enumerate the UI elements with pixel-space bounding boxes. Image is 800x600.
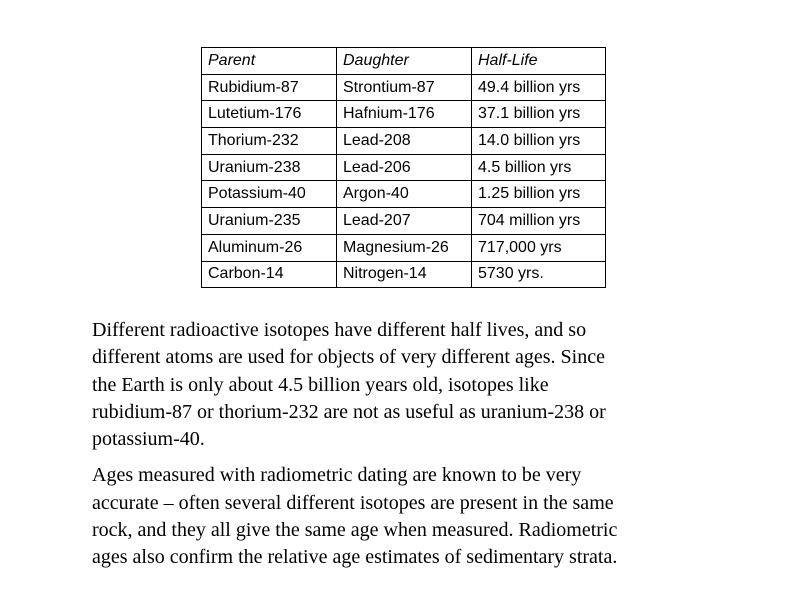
- table-header-row: [202, 48, 606, 75]
- body-text: [92, 317, 752, 572]
- text-line: potassium-40.: [92, 428, 205, 451]
- parent-cell: Potassium-40: [202, 181, 337, 208]
- parent-cell: Rubidium-87: [202, 74, 337, 101]
- text-line: the Earth is only about 4.5 billion years old, isotopes like: [92, 373, 549, 396]
- table-row: [202, 181, 606, 208]
- half-life-cell: 14.0 billion yrs: [472, 128, 606, 155]
- daughter-cell: Hafnium-176: [337, 101, 472, 128]
- isotope-half-life-table: [201, 47, 606, 288]
- table-row: [202, 101, 606, 128]
- half-life-cell: 5730 yrs.: [472, 261, 606, 288]
- text-line: rock, and they all give the same age when measured. Radiometric: [92, 519, 618, 542]
- paragraph-radiometric-accuracy: [92, 462, 752, 571]
- text-line: accurate – often several different isotopes are present in the same: [92, 491, 614, 514]
- table-row: [202, 234, 606, 261]
- table-row: [202, 74, 606, 101]
- daughter-cell: Argon-40: [337, 181, 472, 208]
- daughter-cell: Nitrogen-14: [337, 261, 472, 288]
- table-row: [202, 128, 606, 155]
- table-row: [202, 154, 606, 181]
- parent-cell: Uranium-238: [202, 154, 337, 181]
- text-line: rubidium-87 or thorium-232 are not as useful as uranium-238 or: [92, 400, 606, 423]
- paragraph-isotope-ages: [92, 317, 752, 453]
- parent-cell: Carbon-14: [202, 261, 337, 288]
- parent-cell: Thorium-232: [202, 128, 337, 155]
- header-parent: Parent: [202, 48, 337, 75]
- daughter-cell: Magnesium-26: [337, 234, 472, 261]
- parent-cell: Lutetium-176: [202, 101, 337, 128]
- half-life-cell: 717,000 yrs: [472, 234, 606, 261]
- half-life-cell: 704 million yrs: [472, 208, 606, 235]
- daughter-cell: Lead-208: [337, 128, 472, 155]
- text-line: ages also confirm the relative age estimates of sedimentary strata.: [92, 546, 618, 569]
- header-daughter: Daughter: [337, 48, 472, 75]
- daughter-cell: Lead-206: [337, 154, 472, 181]
- text-line: Different radioactive isotopes have different half lives, and so: [92, 319, 587, 341]
- text-line: different atoms are used for objects of very different ages. Since: [92, 346, 605, 369]
- table-row: [202, 208, 606, 235]
- table-row: [202, 261, 606, 288]
- daughter-cell: Lead-207: [337, 208, 472, 235]
- isotope-table-container: [201, 47, 606, 288]
- text-line: Ages measured with radiometric dating are known to be very: [92, 464, 582, 487]
- header-half-life: Half-Life: [472, 48, 606, 75]
- parent-cell: Aluminum-26: [202, 234, 337, 261]
- half-life-cell: 4.5 billion yrs: [472, 154, 606, 181]
- half-life-cell: 49.4 billion yrs: [472, 74, 606, 101]
- half-life-cell: 37.1 billion yrs: [472, 101, 606, 128]
- parent-cell: Uranium-235: [202, 208, 337, 235]
- half-life-cell: 1.25 billion yrs: [472, 181, 606, 208]
- daughter-cell: Strontium-87: [337, 74, 472, 101]
